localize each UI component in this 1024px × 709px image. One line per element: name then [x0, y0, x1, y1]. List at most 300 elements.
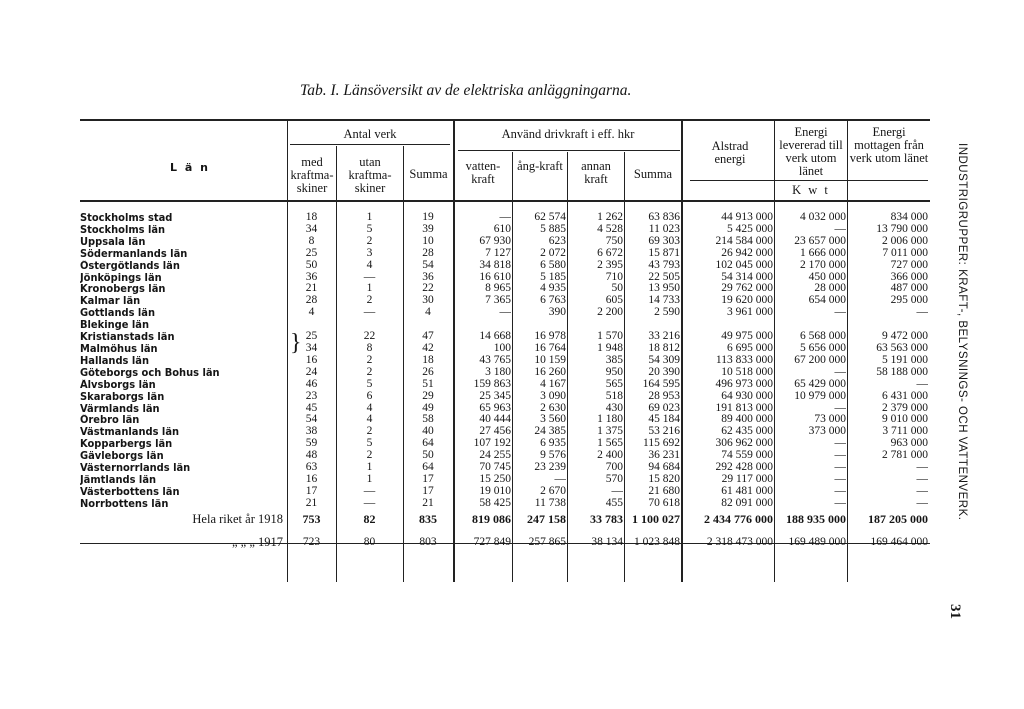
- cell-annan: 565: [605, 378, 623, 390]
- cell-med: 34: [305, 223, 318, 235]
- cell-alstrad: 54 314 000: [721, 271, 773, 283]
- cell-ang: 390: [548, 307, 566, 319]
- cell-annan: 700: [605, 462, 623, 474]
- cell-summa-hkr: 22 505: [648, 271, 680, 283]
- cell-summa-hkr: 33 216: [648, 331, 680, 343]
- cell-utan: [336, 319, 403, 331]
- cell-summa-hkr: 36 231: [648, 450, 680, 462]
- cell-levererad: 10 979 000: [794, 390, 846, 402]
- cell-vatten: 14 668: [479, 331, 511, 343]
- header-energi-levererad: Energi levererad till verk utom länet: [779, 125, 843, 178]
- cell-summa: 47: [422, 331, 434, 343]
- cell-lan: Malmöhus län: [80, 342, 158, 355]
- cell-levererad: 169 489 000: [788, 535, 846, 548]
- cell-summa: 19: [422, 212, 434, 223]
- cell-vatten: [453, 319, 511, 331]
- cell-utan: 5: [366, 223, 373, 235]
- cell-vatten: 727 849: [473, 535, 511, 548]
- table-row: [80, 498, 928, 510]
- cell-lan: Gottlands län: [80, 307, 156, 320]
- table-row: [80, 450, 928, 462]
- cell-summa: 17: [422, 485, 434, 497]
- cell-med: 21: [305, 497, 318, 509]
- cell-levererad: 450 000: [808, 271, 846, 283]
- cell-levererad: 188 935 000: [786, 511, 846, 526]
- cell-med: 54: [305, 414, 318, 426]
- cell-utan: 8: [366, 342, 373, 354]
- cell-alstrad: 5 425 000: [727, 223, 773, 235]
- cell-ang: [511, 319, 566, 331]
- cell-alstrad: 29 117 000: [721, 473, 773, 485]
- cell-levererad: [773, 319, 846, 331]
- cell-mottagen: —: [916, 462, 928, 474]
- cell-vatten: 8 965: [485, 283, 511, 295]
- cell-utan: 2: [366, 426, 373, 438]
- header-anvand-drivkraft: Använd drivkraft i eff. hkr: [501, 127, 635, 141]
- cell-summa: 64: [422, 462, 434, 474]
- cell-mottagen: 9 472 000: [882, 331, 928, 343]
- cell-ang: 24 385: [534, 426, 566, 438]
- cell-utan: 2: [366, 354, 373, 366]
- cell-utan: 1: [366, 462, 373, 474]
- table-row: [80, 355, 928, 367]
- cell-summa-hkr: [623, 319, 680, 331]
- cell-alstrad: 82 091 000: [721, 497, 773, 509]
- cell-summa-hkr: 15 820: [648, 473, 680, 485]
- cell-mottagen: 63 563 000: [876, 342, 928, 354]
- cell-annan: 50: [611, 283, 623, 295]
- cell-lan: Västerbottens län: [80, 485, 180, 498]
- cell-ang: 4 167: [540, 378, 566, 390]
- cell-annan: 430: [605, 402, 623, 414]
- page-number: 31: [947, 604, 963, 619]
- cell-annan: 1 180: [597, 414, 623, 426]
- cell-levererad: 73 000: [814, 414, 846, 426]
- cell-vatten: 819 086: [472, 511, 511, 526]
- cell-vatten: —: [499, 307, 511, 319]
- cell-summa: 17: [422, 473, 434, 485]
- cell-annan: 605: [605, 295, 623, 307]
- cell-med: 25: [305, 247, 318, 259]
- header-annan-kraft: annan kraft: [581, 159, 611, 186]
- cell-med: 34: [305, 342, 318, 354]
- header-vattenkraft: vatten-kraft: [465, 159, 501, 186]
- cell-alstrad: 496 973 000: [715, 378, 773, 390]
- cell-mottagen: 9 010 000: [882, 414, 928, 426]
- cell-vatten: 100: [493, 342, 511, 354]
- cell-summa-hkr: 94 684: [648, 462, 680, 474]
- header-antal-verk: Antal verk: [343, 127, 397, 141]
- cell-summa: 39: [422, 223, 434, 235]
- cell-lan: Södermanlands län: [80, 247, 188, 260]
- cell-ang: 16 764: [534, 342, 566, 354]
- cell-med: 38: [305, 426, 318, 438]
- cell-annan: 1 262: [597, 212, 623, 223]
- cell-ang: 23 239: [534, 462, 566, 474]
- cell-levererad: —: [834, 223, 846, 235]
- cell-lan: „ „ „ 1917: [231, 534, 283, 549]
- cell-annan: 710: [605, 271, 623, 283]
- header-lan: L ä n: [170, 161, 210, 174]
- cell-mottagen: 5 191 000: [882, 354, 928, 366]
- cell-vatten: 40 444: [479, 414, 511, 426]
- cell-summa-hkr: 1 023 848: [634, 535, 680, 548]
- cell-mottagen: 2 379 000: [882, 402, 928, 414]
- cell-summa-hkr: 69 023: [648, 402, 680, 414]
- cell-levererad: —: [834, 497, 846, 509]
- table-row: [80, 236, 928, 248]
- header-med: med kraftma-skiner: [290, 155, 334, 195]
- cell-ang: 2 072: [540, 247, 566, 259]
- cell-med: 16: [305, 473, 318, 485]
- cell-annan: 1 948: [597, 342, 623, 354]
- cell-alstrad: 292 428 000: [715, 462, 773, 474]
- cell-summa-hkr: 115 692: [643, 438, 680, 450]
- cell-summa: 835: [419, 511, 437, 526]
- cell-annan: —: [611, 485, 623, 497]
- cell-vatten: 25 345: [479, 390, 511, 402]
- table-row: [80, 403, 928, 415]
- table-row: [80, 426, 928, 438]
- cell-med: 25: [305, 331, 318, 343]
- cell-levererad: —: [834, 473, 846, 485]
- table-row: [80, 212, 928, 224]
- cell-levererad: 4 032 000: [800, 212, 846, 223]
- cell-mottagen: —: [916, 378, 928, 390]
- cell-alstrad: 2 434 776 000: [704, 511, 773, 526]
- cell-mottagen: —: [916, 485, 928, 497]
- cell-utan: 1: [366, 473, 373, 485]
- cell-summa: 26: [422, 366, 434, 378]
- cell-alstrad: [680, 319, 773, 331]
- cell-utan: 4: [366, 259, 373, 271]
- cell-mottagen: 58 188 000: [876, 366, 928, 378]
- cell-med: 21: [305, 283, 318, 295]
- cell-ang: 257 865: [528, 535, 566, 548]
- cell-utan: 82: [363, 511, 376, 526]
- cell-levererad: 2 170 000: [800, 259, 846, 271]
- cell-ang: 247 158: [527, 511, 566, 526]
- cell-utan: 6: [366, 390, 373, 402]
- cell-summa: 51: [422, 378, 434, 390]
- cell-alstrad: 191 813 000: [715, 402, 773, 414]
- cell-summa: 42: [422, 342, 434, 354]
- cell-mottagen: 13 790 000: [876, 223, 928, 235]
- cell-annan: 950: [605, 366, 623, 378]
- cell-ang: 6 580: [540, 259, 566, 271]
- cell-med: 4: [308, 307, 315, 319]
- cell-utan: —: [363, 307, 376, 319]
- cell-lan: Älvsborgs län: [80, 378, 156, 391]
- cell-alstrad: 44 913 000: [721, 212, 773, 223]
- cell-summa: 10: [422, 235, 434, 247]
- cell-utan: 1: [366, 283, 373, 295]
- cell-summa-hkr: 54 309: [648, 354, 680, 366]
- cell-med: 28: [305, 295, 318, 307]
- cell-alstrad: 29 762 000: [721, 283, 773, 295]
- cell-alstrad: 62 435 000: [721, 426, 773, 438]
- cell-alstrad: 102 045 000: [715, 259, 773, 271]
- table-row: [80, 331, 928, 343]
- cell-vatten: 43 765: [479, 354, 511, 366]
- cell-annan: 1 375: [597, 426, 623, 438]
- cell-levererad: —: [834, 402, 846, 414]
- cell-mottagen: 6 431 000: [882, 390, 928, 402]
- cell-annan: [566, 319, 623, 331]
- total-row-1918: [80, 510, 928, 530]
- cell-summa-hkr: 45 184: [648, 414, 680, 426]
- cell-annan: 2 400: [597, 450, 623, 462]
- header-kwt: K w t: [792, 183, 830, 197]
- cell-vatten: 67 930: [479, 235, 511, 247]
- header-summa-hkr: Summa: [633, 167, 673, 181]
- cell-ang: 2 630: [540, 402, 566, 414]
- cell-summa-hkr: 63 836: [648, 212, 680, 223]
- cell-med: 50: [305, 259, 318, 271]
- table-row: [80, 319, 928, 331]
- cell-summa: 40: [422, 426, 434, 438]
- cell-summa-hkr: 70 618: [648, 497, 680, 509]
- cell-ang: 5 885: [540, 223, 566, 235]
- cell-lan: Skaraborgs län: [80, 390, 165, 403]
- cell-med: 17: [305, 485, 318, 497]
- cell-alstrad: 306 962 000: [715, 438, 773, 450]
- cell-utan: 2: [366, 295, 373, 307]
- cell-vatten: 15 250: [479, 473, 511, 485]
- header-alstrad-energi: Alstrad energi: [711, 139, 749, 166]
- cell-vatten: 24 255: [479, 450, 511, 462]
- cell-med: 63: [305, 462, 318, 474]
- cell-ang: 4 935: [540, 283, 566, 295]
- total-row-1917: [80, 530, 928, 556]
- cell-alstrad: 19 620 000: [721, 295, 773, 307]
- cell-utan: —: [363, 485, 376, 497]
- cell-summa-hkr: 164 595: [642, 378, 680, 390]
- cell-mottagen: 2 006 000: [882, 235, 928, 247]
- cell-ang: 6 935: [540, 438, 566, 450]
- cell-summa-hkr: 11 023: [648, 223, 680, 235]
- cell-summa-hkr: 2 590: [654, 307, 680, 319]
- cell-med: 45: [305, 402, 318, 414]
- cell-summa-hkr: 43 793: [648, 259, 680, 271]
- cell-annan: 385: [605, 354, 623, 366]
- cell-lan: Kronobergs län: [80, 283, 166, 296]
- cell-annan: 6 672: [597, 247, 623, 259]
- header-bottom-rule: [80, 200, 930, 202]
- cell-summa: 58: [422, 414, 434, 426]
- cell-utan: 5: [366, 378, 373, 390]
- header-energi-mottagen: Energi mottagen från verk utom länet: [849, 125, 929, 165]
- cell-summa-hkr: 15 871: [648, 247, 680, 259]
- cell-summa: 30: [422, 295, 434, 307]
- cell-summa-hkr: 53 216: [648, 426, 680, 438]
- cell-levererad: 5 656 000: [800, 342, 846, 354]
- cell-vatten: 65 963: [479, 402, 511, 414]
- cell-lan: Västernorrlands län: [80, 462, 191, 474]
- header-utan: utan kraftma-skiner: [348, 155, 392, 195]
- cell-med: 48: [305, 450, 318, 462]
- cell-ang: 9 576: [540, 450, 566, 462]
- cell-lan: Jönköpings län: [80, 271, 162, 284]
- cell-lan: Hela riket år 1918: [192, 511, 283, 526]
- cell-ang: 10 159: [534, 354, 566, 366]
- cell-vatten: —: [499, 212, 511, 223]
- cell-summa-hkr: 13 950: [648, 283, 680, 295]
- table-row: [80, 283, 928, 295]
- cell-ang: 5 185: [540, 271, 566, 283]
- cell-summa: 64: [422, 438, 434, 450]
- cell-levererad: 67 200 000: [794, 354, 846, 366]
- cell-summa-hkr: 20 390: [648, 366, 680, 378]
- table-title: Tab. I. Länsöversikt av de elektriska anläggningarna.: [300, 82, 632, 99]
- cell-mottagen: [846, 319, 928, 331]
- cell-lan: Örebro län: [80, 414, 140, 427]
- cell-vatten: 58 425: [479, 497, 511, 509]
- cell-annan: 570: [605, 473, 623, 485]
- cell-lan: Jämtlands län: [80, 473, 157, 486]
- table-row: [80, 307, 928, 319]
- cell-summa: 21: [422, 497, 434, 509]
- cell-levererad: 6 568 000: [800, 331, 846, 343]
- cell-utan: 80: [363, 535, 376, 548]
- cell-summa-hkr: 1 100 027: [632, 511, 680, 526]
- cell-vatten: 159 863: [473, 378, 511, 390]
- cell-levererad: —: [834, 438, 846, 450]
- cell-med: 23: [305, 390, 318, 402]
- cell-mottagen: —: [916, 497, 928, 509]
- cell-vatten: 16 610: [479, 271, 511, 283]
- cell-annan: 750: [605, 235, 623, 247]
- cell-med: 24: [305, 366, 318, 378]
- cell-lan: Blekinge län: [80, 319, 150, 332]
- cell-lan: Värmlands län: [80, 402, 160, 415]
- cell-alstrad: 26 942 000: [721, 247, 773, 259]
- cell-annan: 2 395: [597, 259, 623, 271]
- cell-ang: 62 574: [534, 212, 566, 223]
- drivkraft-underline: [458, 150, 680, 151]
- cell-summa-hkr: 21 680: [648, 485, 680, 497]
- cell-med: 46: [305, 378, 318, 390]
- cell-vatten: 34 818: [479, 259, 511, 271]
- cell-mottagen: 169 464 000: [870, 535, 928, 548]
- cell-vatten: 19 010: [479, 485, 511, 497]
- cell-lan: Stockholms stad: [80, 212, 173, 224]
- cell-mottagen: 187 205 000: [868, 511, 928, 526]
- cell-ang: 11 738: [534, 497, 566, 509]
- cell-ang: —: [554, 473, 566, 485]
- cell-mottagen: 295 000: [890, 295, 928, 307]
- cell-alstrad: 3 961 000: [727, 307, 773, 319]
- cell-alstrad: 49 975 000: [721, 331, 773, 343]
- header-summa-verk: Summa: [409, 167, 448, 181]
- cell-summa: 49: [422, 402, 434, 414]
- header-angkraft: ång-kraft: [517, 159, 563, 173]
- cell-utan: 2: [366, 366, 373, 378]
- table-row: [80, 295, 928, 307]
- cell-levererad: 28 000: [814, 283, 846, 295]
- cell-ang: 3 560: [540, 414, 566, 426]
- cell-mottagen: 727 000: [890, 259, 928, 271]
- cell-vatten: 7 127: [485, 247, 511, 259]
- cell-ang: 16 978: [534, 331, 566, 343]
- table-row: [80, 260, 928, 272]
- cell-lan: Västmanlands län: [80, 426, 180, 439]
- cell-summa: 29: [422, 390, 434, 402]
- cell-summa: 50: [422, 450, 434, 462]
- cell-utan: 5: [366, 438, 373, 450]
- cell-mottagen: 7 011 000: [882, 247, 928, 259]
- kwt-underline: [690, 180, 928, 181]
- cell-alstrad: 2 318 473 000: [706, 535, 773, 548]
- cell-alstrad: 61 481 000: [721, 485, 773, 497]
- cell-levererad: —: [834, 462, 846, 474]
- cell-vatten: 107 192: [473, 438, 511, 450]
- table-row: [80, 438, 928, 450]
- table-row: [80, 474, 928, 486]
- cell-med: 18: [305, 212, 318, 223]
- cell-annan: 1 570: [597, 331, 623, 343]
- cell-summa: 803: [419, 535, 437, 548]
- cell-mottagen: 366 000: [890, 271, 928, 283]
- cell-summa: 18: [422, 354, 434, 366]
- cell-levererad: 373 000: [808, 426, 846, 438]
- cell-levererad: —: [834, 366, 846, 378]
- cell-lan: Kalmar län: [80, 295, 141, 308]
- table-row: [80, 224, 928, 236]
- cell-lan: Norrbottens län: [80, 497, 169, 510]
- cell-med: 59: [305, 438, 318, 450]
- lan-data-table: [80, 212, 928, 556]
- cell-summa: 54: [422, 259, 434, 271]
- cell-summa: 4: [425, 307, 431, 319]
- cell-summa-hkr: 69 303: [648, 235, 680, 247]
- cell-lan: Göteborgs och Bohus län: [80, 366, 220, 379]
- table-row: [80, 367, 928, 379]
- cell-utan: 22: [363, 331, 376, 343]
- cell-ang: 623: [548, 235, 566, 247]
- cell-summa: 36: [422, 271, 434, 283]
- antal-verk-underline: [290, 144, 450, 145]
- cell-annan: 1 565: [597, 438, 623, 450]
- cell-med: 8: [308, 235, 315, 247]
- cell-utan: 2: [366, 450, 373, 462]
- cell-alstrad: 6 695 000: [727, 342, 773, 354]
- cell-levererad: —: [834, 307, 846, 319]
- cell-utan: 4: [366, 414, 373, 426]
- cell-levererad: 23 657 000: [794, 235, 846, 247]
- cell-summa-hkr: 14 733: [648, 295, 680, 307]
- side-running-header: INDUSTRIGRUPPER: KRAFT-, BELYSNINGS- OCH VATTENVERK.: [956, 143, 968, 521]
- cell-med: 753: [302, 511, 321, 526]
- cell-annan: 38 134: [591, 535, 623, 548]
- cell-summa: 28: [422, 247, 434, 259]
- cell-mottagen: 3 711 000: [882, 426, 928, 438]
- cell-summa-hkr: 18 812: [648, 342, 680, 354]
- table-row: [80, 486, 928, 498]
- cell-mottagen: —: [916, 307, 928, 319]
- cell-mottagen: 2 781 000: [882, 450, 928, 462]
- cell-levererad: 1 666 000: [800, 247, 846, 259]
- cell-ang: 6 763: [540, 295, 566, 307]
- table-row: [80, 391, 928, 403]
- cell-vatten: 7 365: [485, 295, 511, 307]
- cell-lan: Östergötlands län: [80, 259, 180, 272]
- cell-utan: 2: [366, 235, 373, 247]
- cell-lan: Hallands län: [80, 354, 149, 367]
- table-row: [80, 272, 928, 284]
- cell-utan: 4: [366, 402, 373, 414]
- cell-ang: 2 670: [540, 485, 566, 497]
